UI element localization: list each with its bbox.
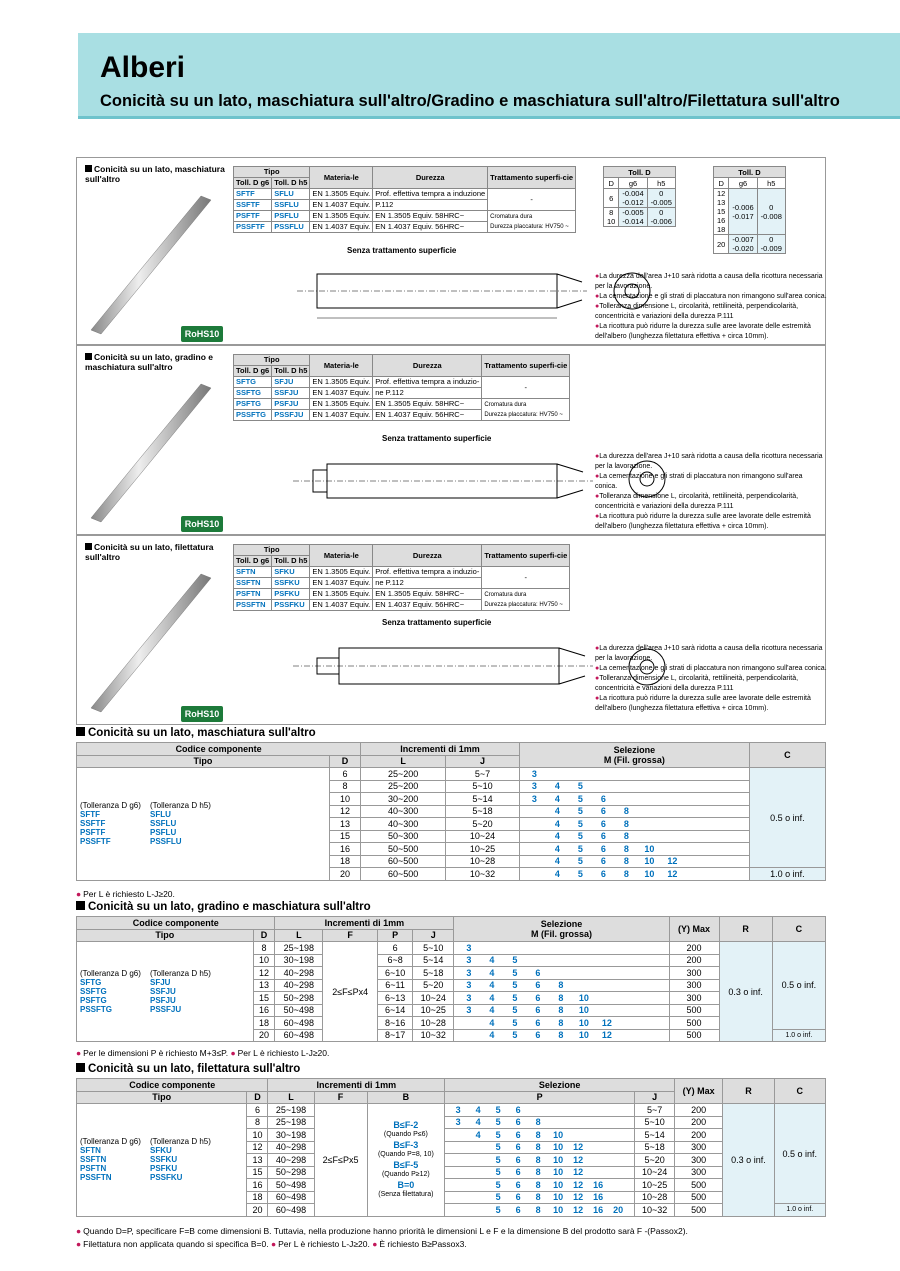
section-caption: Conicità su un lato, maschiatura sull'altro bbox=[85, 164, 235, 184]
drawing-title: Senza trattamento superficie bbox=[382, 618, 492, 627]
table-row: 8 25~198 3 4 5 6 8 5~10 200 bbox=[77, 1116, 826, 1129]
table-row: 18 60~498 5 6 8 10 12 16 10~28 500 bbox=[77, 1191, 826, 1204]
table-row: 20 60~498 5 6 8 10 12 16 20 10~32 500 1.0 o inf. bbox=[77, 1204, 826, 1217]
table-row: 18 60~500 10~28 4 5 6 8 10 12 bbox=[77, 855, 826, 868]
table-row: 12 40~300 5~18 4 5 6 8 bbox=[77, 805, 826, 818]
shaft-photo bbox=[83, 564, 227, 716]
notes: ● La durezza dell'area J+10 sarà ridotta a causa della ricottura necessaria per la lavorazione. ● La cementazione e gli strati di placcatura non rimangono sull'area conica. ● Tolleranza dimensione L, circolarità, rettilineità, perpendicolarità, concentricità e variazioni della durezza P.111 ● La ricottura può ridurre la durezza sulle aree lavorate delle estremità dell'albero (lunghezza filettatura effettiva + circa 10mm). bbox=[595, 272, 827, 342]
shaft-photo bbox=[83, 374, 227, 526]
notes: ● La durezza dell'area J+10 sarà ridotta a causa della ricottura necessaria per la lavorazione. ● La cementazione e gli strati di placcatura non rimangono sull'area conica. ● Tolleranza dimensione L, circolarità, rettilineità, perpendicolarità, concentricità e variazioni della durezza P.111 ● La ricottura può ridurre la durezza sulle aree lavorate delle estremità dell'albero (lunghezza filettatura effettiva + circa 10mm). bbox=[595, 452, 825, 532]
spec-table: Tipo Materia-le Durezza Trattamento superfi-cie Toll. D g6 Toll. D h5 SFTN SFKU EN 1.3505 Equiv. Prof. effettiva tempra a induzio- - SSFTN SSFKU EN 1.4037 Equiv. ne P.112 PSFTN PSFKU EN 1.3505 Equiv. EN 1.3505 Equiv. 58HRC~ Cromatura dura Durezza placcatura: HV750 ~ PSSFTN PSSFKU EN 1.4037 Equiv. EN 1.4037 Equiv. 56HRC~ bbox=[233, 544, 570, 611]
page-title: Alberi bbox=[100, 51, 186, 84]
section-caption: Conicità su un lato, filettatura sull'altro bbox=[85, 542, 235, 562]
section-taper-tap bbox=[76, 157, 826, 345]
table3-title: Conicità su un lato, filettatura sull'altro bbox=[76, 1063, 300, 1075]
tolerance-table-g6: Toll. D D g6 h5 6 -0.004 -0.012 0 -0.005 8 10 -0.005 -0.014 0 -0.006 bbox=[603, 166, 676, 227]
rohs-badge: RoHS10 bbox=[181, 706, 223, 722]
table-row: 10 30~200 5~14 3 4 5 6 bbox=[77, 793, 826, 806]
technical-drawing bbox=[293, 446, 593, 526]
technical-drawing bbox=[293, 632, 593, 716]
table2: Codice componente Incrementi di 1mm Selezione M (Fil. grossa) (Y) Max R C Tipo D L F P J (Tolleranza D g6) (Tolleranza D h5) SFTG SFJU SSFTG SSFJU PSFTG PSFJU PSSFTG PSSFJU 8 25~198 2≤F≤Px4 6 5~10 3 200 0.3 o inf. 0.5 o inf. 10 30~198 6~8 5~14 3 4 5 200 12 40~298 6~10 5~18 3 4 5 6 300 13 40~298 6~11 5~20 3 4 5 6 8 300 15 50~298 6~13 10~24 3 4 5 6 8 10 300 16 50~498 6~14 10~25 3 4 5 6 8 10 500 18 60~498 8~16 10~28 4 5 6 8 10 12 500 20 60~498 8~17 10~32 4 5 6 8 10 12 500 1.0 o inf. bbox=[76, 916, 826, 1042]
table3-footnote1: ● Quando D=P, specificare F=B come dimensioni B. Tuttavia, nella produzione hanno priorità le dimensioni L e F e la dimensione B del prodotto sarà F -(Passox2). bbox=[76, 1226, 688, 1236]
table-row: 10 30~198 4 5 6 8 10 5~14 200 bbox=[77, 1129, 826, 1142]
table-row: 15 50~298 5 6 8 10 12 10~24 300 bbox=[77, 1166, 826, 1179]
page-header bbox=[78, 33, 900, 119]
table1-title: Conicità su un lato, maschiatura sull'altro bbox=[76, 727, 316, 739]
table-row: (Tolleranza D g6) (Tolleranza D h5) SFTN SFKU SSFTN SSFKU PSFTN PSFKU PSSFTN PSSFKU 6 25~198 2≤F≤Px5 B≤F-2 (Quando P≤6) B≤F-3 (Quando P=8, 10) B≤F-5 (Quando P≥12) B=0 (Senza filettatura) 3 4 5 6 5~7 200 0.3 o inf. 0.5 o inf. bbox=[77, 1104, 826, 1117]
drawing-title: Senza trattamento superficie bbox=[382, 434, 492, 443]
tolerance-table-h5: Toll. D D g6 h5 12 13 15 16 18 -0.006 -0.017 0 -0.008 20 -0.007 -0.020 0 -0.009 bbox=[713, 166, 786, 254]
table-row: (Tolleranza D g6) (Tolleranza D h5) SFTF SFLU SSFTF SSFLU PSFTF PSFLU PSSFTF PSSFLU 6 25~200 5~7 3 0.5 o inf. bbox=[77, 768, 826, 781]
page-subtitle: Conicità su un lato, maschiatura sull'altro/Gradino e maschiatura sull'altro/Filettatura sull'altro bbox=[100, 92, 840, 110]
table-row: 13 40~298 5 6 8 10 12 5~20 300 bbox=[77, 1154, 826, 1167]
shaft-photo bbox=[83, 186, 227, 338]
notes: ● La durezza dell'area J+10 sarà ridotta a causa della ricottura necessaria per la lavorazione. ● La cementazione e gli strati di placcatura non rimangono sull'area conica. ● Tolleranza dimensione L, circolarità, rettilineità, perpendicolarità, concentricità e variazioni della durezza P.111 ● La ricottura può ridurre la durezza sulle aree lavorate delle estremità dell'albero (lunghezza filettatura effettiva + circa 10mm). bbox=[595, 644, 827, 714]
section-taper-thread bbox=[76, 535, 826, 725]
table-row: 20 60~500 10~32 4 5 6 8 10 12 1.0 o inf. bbox=[77, 868, 826, 881]
spec-table: Tipo Materia-le Durezza Trattamento superfi-cie Toll. D g6 Toll. D h5 SFTG SFJU EN 1.3505 Equiv. Prof. effettiva tempra a induzio- - SSFTG SSFJU EN 1.4037 Equiv. ne P.112 PSFTG PSFJU EN 1.3505 Equiv. EN 1.3505 Equiv. 58HRC~ Cromatura dura Durezza placcatura: HV750 ~ PSSFTG PSSFJU EN 1.4037 Equiv. EN 1.4037 Equiv. 56HRC~ bbox=[233, 354, 570, 421]
table1-footnote: ● Per L è richiesto L-J≥20. bbox=[76, 889, 175, 899]
section-caption: Conicità su un lato, gradino e maschiatura sull'altro bbox=[85, 352, 235, 372]
table2-footnote: ● Per le dimensioni P è richiesto M+3≤P. ● Per L è richiesto L-J≥20. bbox=[76, 1048, 329, 1058]
rohs-badge: RoHS10 bbox=[181, 326, 223, 342]
table-row: 8 25~200 5~10 3 4 5 bbox=[77, 780, 826, 793]
table-row: 16 50~498 5 6 8 10 12 16 10~25 500 bbox=[77, 1179, 826, 1192]
table2-title: Conicità su un lato, gradino e maschiatura sull'altro bbox=[76, 901, 371, 913]
rohs-badge: RoHS10 bbox=[181, 516, 223, 532]
table-row: 15 50~300 10~24 4 5 6 8 bbox=[77, 830, 826, 843]
table-row: 16 50~500 10~25 4 5 6 8 10 bbox=[77, 843, 826, 856]
technical-drawing bbox=[297, 254, 587, 342]
drawing-title: Senza trattamento superficie bbox=[347, 246, 457, 255]
spec-table: Tipo Materia-le Durezza Trattamento superfi-cie Toll. D g6 Toll. D h5 SFTF SFLU EN 1.3505 Equiv. Prof. effettiva tempra a induzione - SSFTF SSFLU EN 1.4037 Equiv. P.112 PSFTF PSFLU EN 1.3505 Equiv. EN 1.3505 Equiv. 58HRC~ Cromatura dura Durezza placcatura: HV750 ~ PSSFTF PSSFLU EN 1.4037 Equiv. EN 1.4037 Equiv. 56HRC~ bbox=[233, 166, 576, 233]
table-row: 12 40~298 5 6 8 10 12 5~18 300 bbox=[77, 1141, 826, 1154]
table-row: 13 40~300 5~20 4 5 6 8 bbox=[77, 818, 826, 831]
table3-footnote2: ● Filettatura non applicata quando si specifica B=0. ● Per L è richiesto L-J≥20. ● È richiesto B≥Passox3. bbox=[76, 1239, 467, 1249]
section-taper-step-tap bbox=[76, 345, 826, 535]
table3: Codice componente Incrementi di 1mm Selezione (Y) Max R C Tipo D L F B P J (Tolleranza D g6) (Tolleranza D h5) SFTN SFKU SSFTN SSFKU PSFTN PSFKU PSSFTN PSSFKU 6 25~198 2≤F≤Px5 B≤F-2 (Quando P≤6) B≤F-3 (Quando P=8, 10) B≤F-5 (Quando P≥12) B=0 (Senza filettatura) 3 4 5 6 5~7 200 0.3 o inf. 0.5 o inf. 8 25~198 3 4 5 6 8 5~10 200 10 30~198 4 5 6 8 10 5~14 200 12 40~298 5 6 8 10 12 5~18 300 13 40~298 5 6 8 10 12 5~20 300 15 50~298 5 6 8 10 12 10~24 300 16 50~498 5 6 8 10 12 16 10~25 500 18 60~498 5 6 8 10 12 16 10~28 500 20 60~498 5 6 8 10 12 16 20 10~32 500 1.0 o inf. bbox=[76, 1078, 826, 1217]
table1: Codice componente Incrementi di 1mm Selezione M (Fil. grossa) C Tipo D L J (Tolleranza D g6) (Tolleranza D h5) SFTF SFLU SSFTF SSFLU PSFTF PSFLU PSSFTF PSSFLU 6 25~200 5~7 3 0.5 o inf. 8 25~200 5~10 3 4 5 10 30~200 5~14 3 4 5 6 12 40~300 5~18 4 5 6 8 13 40~300 5~20 4 5 6 8 15 50~300 10~24 4 5 6 8 16 50~500 10~25 4 5 6 8 10 18 60~500 10~28 4 5 6 8 10 12 20 60~500 10~32 4 5 6 8 10 12 1.0 o inf. bbox=[76, 742, 826, 881]
